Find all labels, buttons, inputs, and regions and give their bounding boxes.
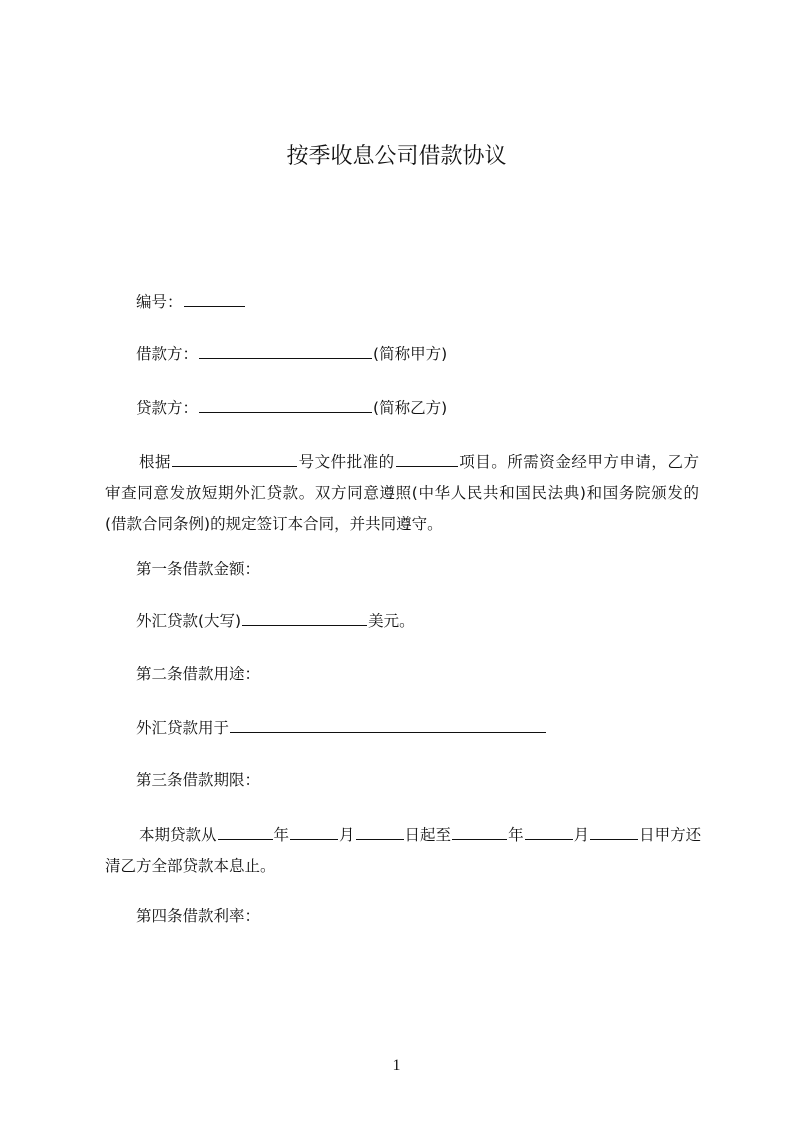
lender-suffix: (简称乙方): [373, 399, 448, 417]
lender-blank[interactable]: [199, 396, 372, 413]
end-day-blank[interactable]: [590, 823, 638, 840]
lender-label: 贷款方：: [136, 399, 199, 417]
article-4-heading: 第四条借款利率：: [136, 907, 261, 925]
loan-amount-unit: 美元。: [368, 612, 415, 630]
article-1-heading: 第一条借款金额：: [136, 560, 261, 578]
loan-term-line-1: [105, 820, 702, 851]
preamble-line-1: [105, 447, 699, 478]
preamble-text-a: 根据: [139, 453, 172, 471]
loan-purpose-label: 外汇贷款用于: [136, 719, 230, 737]
lender-line: [136, 396, 447, 420]
document-title: 按季收息公司借款协议: [286, 144, 507, 169]
article-3-body: [105, 820, 702, 882]
loan-amount-blank[interactable]: [242, 609, 367, 626]
start-month-blank[interactable]: [290, 823, 338, 840]
page-number: 1: [392, 1057, 401, 1074]
start-year-blank[interactable]: [218, 823, 273, 840]
loan-term-line-2: 清乙方全部贷款本息止。: [105, 857, 276, 875]
loan-term-text-a: 本期贷款从: [139, 826, 217, 844]
end-month-blank[interactable]: [525, 823, 573, 840]
preamble-text-c: 项目。所需资金经甲方申请，乙方: [458, 453, 699, 471]
loan-term-month-1: 月: [339, 826, 355, 844]
article-2-body: [136, 716, 547, 740]
preamble-paragraph: [105, 447, 699, 540]
loan-term-year-2: 年: [508, 826, 524, 844]
loan-purpose-blank[interactable]: [230, 716, 546, 733]
document-number-blank[interactable]: [172, 450, 297, 467]
loan-term-year-1: 年: [273, 826, 290, 844]
serial-number-blank[interactable]: [184, 290, 245, 307]
loan-term-day-1: 日起至: [404, 826, 452, 844]
borrower-blank[interactable]: [199, 342, 372, 359]
article-3-heading: 第三条借款期限：: [136, 771, 261, 789]
preamble-text-b: 号文件批准的: [298, 453, 395, 471]
article-2-heading: 第二条借款用途：: [136, 665, 261, 683]
loan-term-day-2: 日甲方还: [639, 826, 702, 844]
start-day-blank[interactable]: [356, 823, 404, 840]
serial-number-line: [136, 290, 246, 314]
end-year-blank[interactable]: [452, 823, 507, 840]
borrower-suffix: (简称甲方): [373, 345, 448, 363]
project-name-blank[interactable]: [396, 450, 458, 467]
loan-term-month-2: 月: [573, 826, 590, 844]
article-1-body: [136, 609, 415, 633]
borrower-line: [136, 342, 447, 366]
serial-number-label: 编号：: [136, 293, 183, 311]
preamble-line-3: (借款合同条例)的规定签订本合同，并共同遵守。: [105, 515, 443, 533]
borrower-label: 借款方：: [136, 345, 199, 363]
preamble-line-2: 审查同意发放短期外汇贷款。双方同意遵照(中华人民共和国民法典)和国务院颁发的: [105, 484, 699, 502]
loan-amount-label: 外汇贷款(大写): [136, 612, 242, 630]
